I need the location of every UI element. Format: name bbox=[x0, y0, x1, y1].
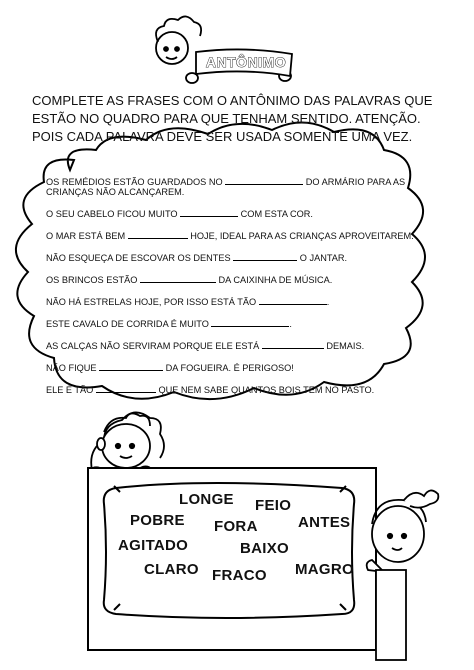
boy-character bbox=[90, 412, 165, 476]
answer-blank[interactable] bbox=[128, 230, 188, 239]
word-fraco: FRACO bbox=[212, 567, 267, 584]
answer-blank[interactable] bbox=[140, 274, 216, 283]
title-banner bbox=[156, 16, 292, 83]
sentence-5: OS BRINCOS ESTÃO DA CAIXINHA DE MÚSICA. bbox=[46, 275, 333, 285]
page-title: ANTÔNIMO bbox=[205, 54, 287, 70]
word-longe: LONGE bbox=[179, 491, 234, 508]
sentence-6: NÃO HÁ ESTRELAS HOJE, POR ISSO ESTÁ TÃO . bbox=[46, 297, 330, 307]
instruction-line: COMPLETE AS FRASES COM O ANTÔNIMO DAS PALAVRAS QUE bbox=[32, 93, 433, 108]
sentence-1: OS REMÉDIOS ESTÃO GUARDADOS NO DO ARMÁRIO PARA AS bbox=[46, 177, 406, 187]
word-antes: ANTES bbox=[298, 514, 351, 531]
answer-blank[interactable] bbox=[225, 176, 303, 185]
answer-blank[interactable] bbox=[96, 384, 156, 393]
instruction-line: POIS CADA PALAVRA DEVE SER USADA SOMENTE UMA VEZ. bbox=[32, 129, 413, 144]
word-agitado: AGITADO bbox=[118, 537, 189, 554]
sentence-3: O MAR ESTÁ BEM HOJE, IDEAL PARA AS CRIANÇAS APROVEITAREM. bbox=[46, 231, 414, 241]
instructions bbox=[32, 92, 452, 146]
answer-blank[interactable] bbox=[262, 340, 324, 349]
word-fora: FORA bbox=[214, 518, 258, 535]
answer-blank[interactable] bbox=[180, 208, 238, 217]
word-pobre: POBRE bbox=[130, 512, 185, 529]
word-baixo: BAIXO bbox=[240, 540, 290, 557]
answer-blank[interactable] bbox=[99, 362, 163, 371]
sentence-10: ELE É TÃO QUE NEM SABE QUANTOS BOIS TEM NO PASTO. bbox=[46, 385, 375, 395]
sentence-2: O SEU CABELO FICOU MUITO COM ESTA COR. bbox=[46, 209, 313, 219]
answer-blank[interactable] bbox=[259, 296, 327, 305]
word-feio: FEIO bbox=[255, 497, 292, 514]
sentence-7: ESTE CAVALO DE CORRIDA É MUITO . bbox=[46, 319, 292, 329]
answer-blank[interactable] bbox=[233, 252, 297, 261]
instruction-line: ESTÃO NO QUADRO PARA QUE TENHAM SENTIDO. ATENÇÃO. bbox=[32, 111, 421, 126]
sentence-9: NÃO FIQUE DA FOGUEIRA. É PERIGOSO! bbox=[46, 363, 294, 373]
word-magro: MAGRO bbox=[295, 561, 354, 578]
sentence-1-continued: CRIANÇAS NÃO ALCANÇAREM. bbox=[46, 187, 185, 197]
girl-character bbox=[367, 490, 439, 660]
sentence-4: NÃO ESQUEÇA DE ESCOVAR OS DENTES O JANTAR. bbox=[46, 253, 348, 263]
word-claro: CLARO bbox=[144, 561, 199, 578]
sentence-8: AS CALÇAS NÃO SERVIRAM PORQUE ELE ESTÁ DEMAIS. bbox=[46, 341, 365, 351]
answer-blank[interactable] bbox=[211, 318, 289, 327]
